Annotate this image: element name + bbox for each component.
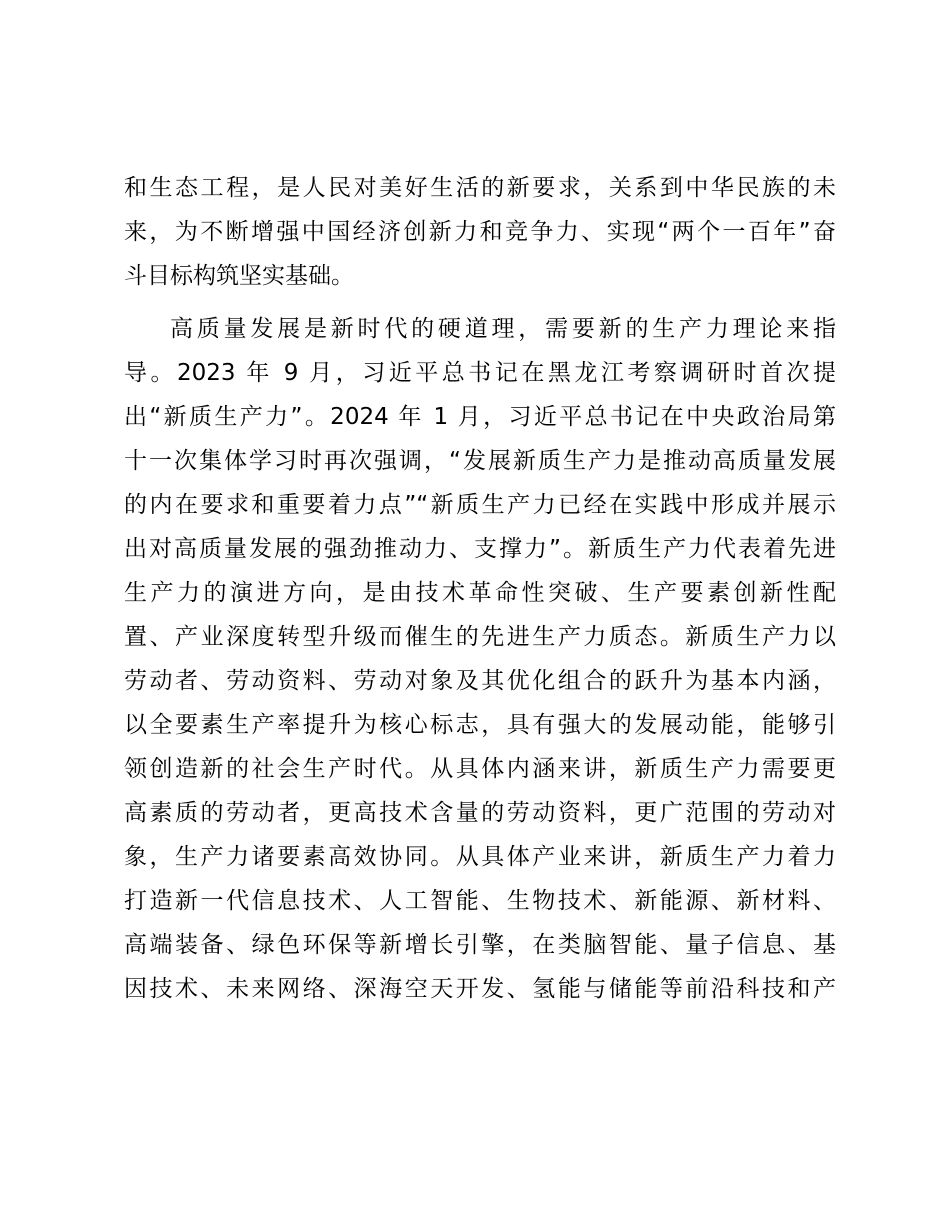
text-line: 高端装备、绿色环保等新增长引擎，在类脑智能、量子信息、基	[124, 932, 836, 958]
paragraph-2	[124, 307, 836, 1011]
text-line: 领创造新的社会生产时代。从具体内涵来讲，新质生产力需要更	[124, 756, 836, 782]
text-line: 象，生产力诸要素高效协同。从具体产业来讲，新质生产力着力	[124, 844, 836, 870]
text-line: 因技术、未来网络、深海空天开发、氢能与储能等前沿科技和产	[124, 976, 836, 1002]
text-line: 生产力的演进方向，是由技术革命性突破、生产要素创新性配	[124, 580, 836, 606]
text-line: 劳动者、劳动资料、劳动对象及其优化组合的跃升为基本内涵，	[124, 668, 836, 694]
text-line: 导。2023 年 9 月，习近平总书记在黑龙江考察调研时首次提	[124, 360, 836, 386]
text-line: 十一次集体学习时再次强调，“发展新质生产力是推动高质量发展	[124, 448, 836, 474]
text-line: 打造新一代信息技术、人工智能、生物技术、新能源、新材料、	[124, 888, 836, 914]
text-line: 斗目标构筑坚实基础。	[124, 263, 354, 289]
text-line: 高质量发展是新时代的硬道理，需要新的生产力理论来指	[170, 316, 836, 342]
text-line: 的内在要求和重要着力点”“新质生产力已经在实践中形成并展示	[124, 492, 836, 518]
text-line: 高素质的劳动者，更高技术含量的劳动资料，更广范围的劳动对	[124, 800, 836, 826]
text-line: 出对高质量发展的强劲推动力、支撑力”。新质生产力代表着先进	[124, 536, 836, 562]
text-line: 置、产业深度转型升级而催生的先进生产力质态。新质生产力以	[124, 624, 836, 650]
text-line: 和生态工程，是人民对美好生活的新要求，关系到中华民族的未	[124, 175, 836, 201]
paragraph-1	[124, 166, 836, 298]
text-line: 以全要素生产率提升为核心标志，具有强大的发展动能，能够引	[124, 712, 836, 738]
text-line: 出“新质生产力”。2024 年 1 月，习近平总书记在中央政治局第	[124, 404, 836, 430]
body-text	[124, 166, 836, 1011]
paragraph-spacer	[124, 298, 836, 307]
text-line: 来，为不断增强中国经济创新力和竞争力、实现“两个一百年”奋	[124, 219, 836, 245]
